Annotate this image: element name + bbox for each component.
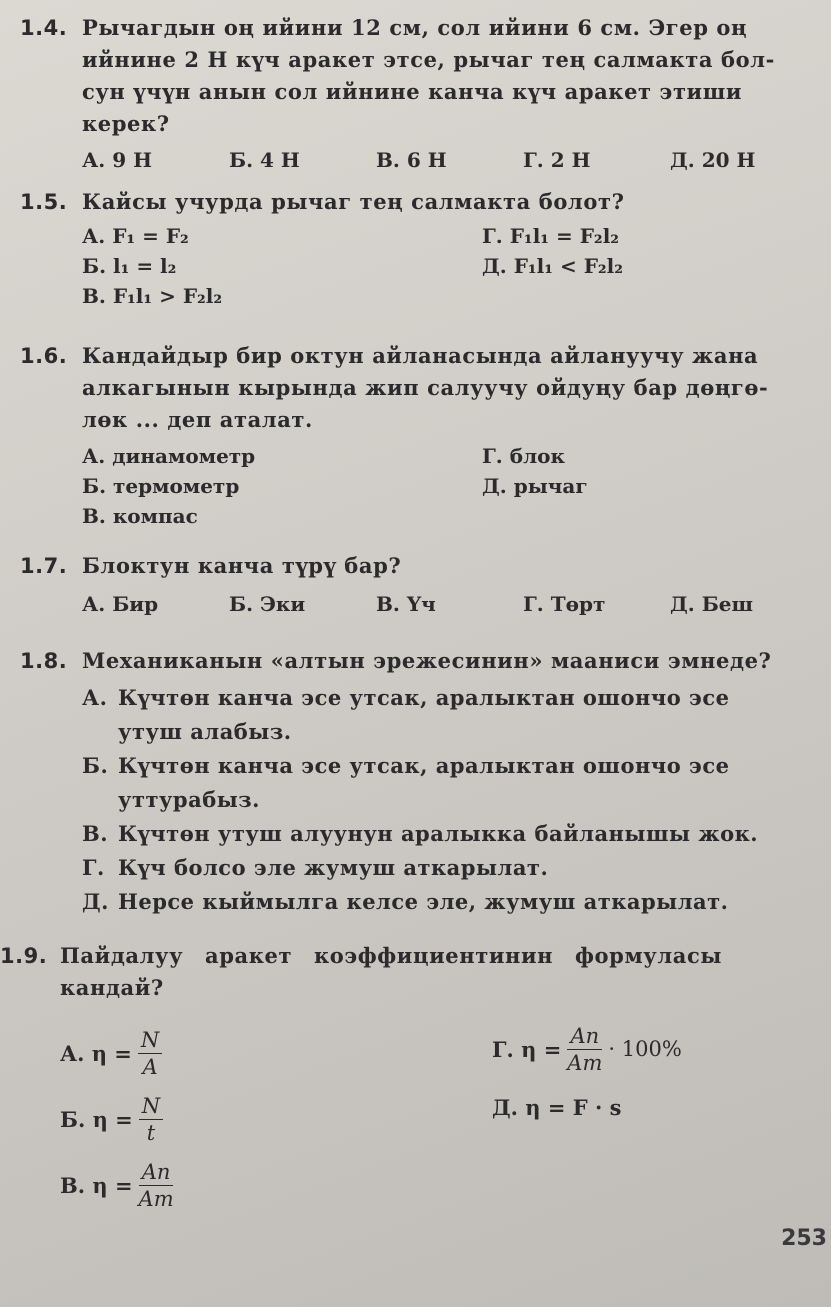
option-label: В. η =: [60, 1172, 133, 1198]
question-text: Блоктун канча түрү бар?: [82, 553, 402, 578]
option-g: Г. Төрт: [523, 592, 606, 616]
denominator: Aт: [138, 1186, 174, 1211]
question-text: [60, 940, 722, 1004]
numerator: Aп: [567, 1023, 602, 1050]
option-a: [60, 1022, 168, 1084]
option-d: [82, 885, 817, 919]
option-a: А. динамометр: [82, 444, 256, 468]
fraction: [138, 1027, 162, 1080]
option-text: Күчтөн утуш алуунун аралыкка байланышы жок.: [118, 821, 759, 846]
option-b: Б. термометр: [82, 474, 240, 498]
question-1-8: [20, 645, 817, 919]
answer-options: [82, 442, 817, 530]
question-number: 1.9.: [0, 944, 48, 968]
option-g: Г. F₁l₁ = F₂l₂: [482, 224, 620, 248]
fraction: [139, 1159, 174, 1212]
option-d: Д. рычаг: [482, 474, 588, 498]
question-1-9: [0, 940, 817, 1211]
question-line: лөк ... деп аталат.: [82, 407, 313, 432]
question-number: 1.4.: [20, 16, 68, 40]
option-b: [60, 1088, 169, 1150]
question-1-7: [20, 550, 817, 616]
option-a: [82, 681, 817, 749]
option-letter: Б.: [82, 753, 109, 778]
option-v: В. F₁l₁ > F₂l₂: [82, 284, 223, 308]
option-text: Күч болсо эле жумуш аткарылат.: [118, 855, 549, 880]
formula-options: [60, 1022, 800, 1262]
question-1-5: [20, 186, 817, 310]
question-text: [82, 12, 775, 140]
question-line: ийнине 2 Н күч аракет этсе, рычаг тең салмакта бол-: [82, 47, 775, 72]
question-line: Рычагдын оң ийини 12 см, сол ийини 6 см. Эгер оң: [82, 15, 748, 40]
option-text: [118, 749, 730, 817]
option-b: Б. l₁ = l₂: [82, 254, 177, 278]
option-b: Б. Эки: [229, 592, 306, 616]
option-v: В. 6 Н: [376, 148, 447, 172]
question-line: Кандайдыр бир октун айланасында айлануучу жана: [82, 343, 759, 368]
option-a: А. 9 Н: [82, 148, 152, 172]
option-b: Б. 4 Н: [229, 148, 300, 172]
question-number: 1.7.: [20, 554, 68, 578]
option-g: [492, 1018, 682, 1080]
option-label: Д. η = F · s: [492, 1094, 622, 1120]
question-text: Кайсы учурда рычаг тең салмакта болот?: [82, 189, 625, 214]
option-letter: В.: [82, 821, 109, 846]
option-v: В. Үч: [376, 592, 436, 616]
question-text: Механиканын «алтын эрежесинин» мааниси эмнеде?: [82, 648, 772, 673]
option-line: Күчтөн канча эсе утсак, аралыктан ошончо эсе: [118, 685, 730, 710]
option-d: Д. 20 Н: [670, 148, 756, 172]
option-d: [492, 1076, 621, 1138]
question-number: 1.6.: [20, 344, 68, 368]
question-1-4: [20, 12, 817, 172]
option-a: А. Бир: [82, 592, 159, 616]
option-text: Нерсе кыймылга келсе эле, жумуш аткарылат.: [118, 889, 729, 914]
question-text: [82, 340, 768, 436]
numerator: Aп: [139, 1159, 174, 1186]
option-line: утуш алабыз.: [118, 719, 292, 744]
option-v: [82, 817, 817, 851]
question-number: 1.5.: [20, 190, 68, 214]
denominator: A: [142, 1054, 158, 1079]
option-g: [82, 851, 817, 885]
option-letter: Д.: [82, 889, 109, 914]
question-line: Пайдалуу аракет коэффициентинин формуласы: [60, 943, 722, 968]
option-letter: А.: [82, 685, 108, 710]
question-line: алкагынын кырында жип салуучу ойдуңу бар дөңгө-: [82, 375, 769, 400]
option-line: Күчтөн канча эсе утсак, аралыктан ошончо эсе: [118, 753, 730, 778]
question-line: сун үчүн анын сол ийнине канча күч аракет этиши: [82, 79, 743, 104]
question-1-6: [20, 340, 817, 530]
option-b: [82, 749, 817, 817]
option-line: уттурабыз.: [118, 787, 260, 812]
percent-factor: · 100%: [608, 1037, 682, 1061]
question-line: керек?: [82, 111, 170, 136]
option-label: Б. η =: [60, 1106, 133, 1132]
numerator: N: [138, 1027, 162, 1054]
answer-options: [82, 222, 817, 310]
option-text: [118, 681, 730, 749]
option-g: Г. блок: [482, 444, 565, 468]
option-letter: Г.: [82, 855, 105, 880]
question-line: кандай?: [60, 975, 164, 1000]
numerator: N: [139, 1093, 163, 1120]
answer-options: [82, 592, 817, 616]
answer-options: [82, 148, 817, 172]
answer-options: [82, 681, 817, 919]
option-v: [60, 1154, 180, 1216]
denominator: t: [146, 1120, 156, 1145]
fraction: [567, 1023, 602, 1076]
question-number: 1.8.: [20, 649, 68, 673]
option-label: А. η =: [60, 1040, 132, 1066]
option-g: Г. 2 Н: [523, 148, 591, 172]
option-label: Г. η =: [492, 1036, 562, 1062]
option-d: Д. F₁l₁ < F₂l₂: [482, 254, 624, 278]
fraction: [139, 1093, 163, 1146]
denominator: Aт: [567, 1050, 603, 1075]
page-number: 253: [781, 1226, 827, 1251]
option-d: Д. Беш: [670, 592, 754, 616]
option-a: А. F₁ = F₂: [82, 224, 189, 248]
option-v: В. компас: [82, 504, 198, 528]
